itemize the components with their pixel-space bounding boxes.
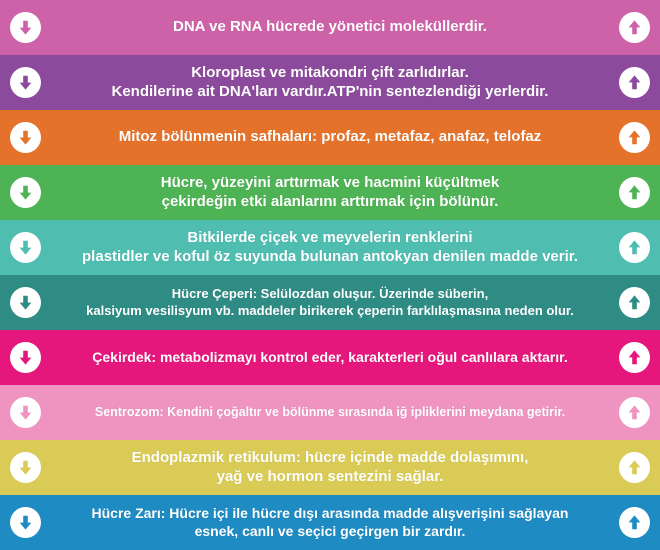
move-up-button[interactable] (619, 397, 650, 428)
info-row-hucre-ceperi (0, 275, 660, 330)
up-arrow-icon (625, 403, 644, 422)
move-down-button[interactable] (10, 287, 41, 318)
move-up-button[interactable] (619, 342, 650, 373)
row-text-line: Kloroplast ve mitakondri çift zarlıdırlar. (191, 63, 469, 81)
up-arrow-icon (625, 238, 644, 257)
info-row-mitoz-safhalari (0, 110, 660, 165)
row-text-line: kalsiyum vesilisyum vb. maddeler birikerek çeperin farklılaşmasına neden olur. (86, 302, 574, 318)
row-text (41, 286, 619, 319)
up-arrow-icon (625, 458, 644, 477)
down-arrow-icon (16, 458, 35, 477)
row-text-line: Mitoz bölünmenin safhaları: profaz, metafaz, anafaz, telofaz (118, 128, 542, 146)
up-arrow-icon (625, 73, 644, 92)
up-arrow-icon (625, 293, 644, 312)
up-arrow-icon (625, 513, 644, 532)
row-text (41, 174, 619, 212)
move-down-button[interactable] (10, 342, 41, 373)
row-text (41, 64, 619, 102)
row-text-line: yağ ve hormon sentezini sağlar. (216, 467, 444, 485)
row-text-line: Bitkilerde çiçek ve meyvelerin renklerini (187, 228, 473, 246)
row-text (41, 229, 619, 267)
move-up-button[interactable] (619, 177, 650, 208)
up-arrow-icon (625, 183, 644, 202)
move-up-button[interactable] (619, 232, 650, 263)
down-arrow-icon (16, 128, 35, 147)
move-down-button[interactable] (10, 507, 41, 538)
move-down-button[interactable] (10, 122, 41, 153)
info-row-plastidler-antokyan (0, 220, 660, 275)
info-row-hucre-zari (0, 495, 660, 550)
row-text (41, 128, 619, 147)
move-down-button[interactable] (10, 177, 41, 208)
move-down-button[interactable] (10, 452, 41, 483)
move-up-button[interactable] (619, 67, 650, 98)
move-down-button[interactable] (10, 12, 41, 43)
row-text-line: Endoplazmik retikulum: hücre içinde madde dolaşımını, (131, 448, 529, 466)
down-arrow-icon (16, 18, 35, 37)
row-text-line: Hücre Zarı: Hücre içi ile hücre dışı arasında madde alışverişini sağlayan (91, 504, 569, 521)
row-text-line: çekirdeğin etki alanlarını arttırmak için bölünür. (161, 192, 499, 210)
row-text-line: Kendilerine ait DNA'ları vardır.ATP'nin sentezlendiği yerlerdir. (111, 82, 549, 100)
row-text (41, 349, 619, 367)
up-arrow-icon (625, 128, 644, 147)
down-arrow-icon (16, 238, 35, 257)
move-down-button[interactable] (10, 232, 41, 263)
row-text-line: Çekirdek: metabolizmayı kontrol eder, karakterleri oğul canlılara aktarır. (92, 348, 568, 365)
row-text (41, 449, 619, 487)
move-up-button[interactable] (619, 452, 650, 483)
move-up-button[interactable] (619, 122, 650, 153)
down-arrow-icon (16, 348, 35, 367)
up-arrow-icon (625, 18, 644, 37)
move-up-button[interactable] (619, 507, 650, 538)
row-text-line: Hücre Çeperi: Selülozdan oluşur. Üzerinde süberin, (171, 286, 489, 302)
row-text-line: DNA ve RNA hücrede yönetici moleküllerdir. (173, 18, 487, 36)
info-row-cekirdek (0, 330, 660, 385)
up-arrow-icon (625, 348, 644, 367)
down-arrow-icon (16, 73, 35, 92)
info-row-dna-rna (0, 0, 660, 55)
down-arrow-icon (16, 183, 35, 202)
row-text-line: plastidler ve koful öz suyunda bulunan antokyan denilen madde verir. (82, 247, 578, 265)
info-row-hucre-bolunme (0, 165, 660, 220)
move-down-button[interactable] (10, 397, 41, 428)
row-text (41, 18, 619, 37)
move-down-button[interactable] (10, 67, 41, 98)
down-arrow-icon (16, 403, 35, 422)
row-text-line: esnek, canlı ve seçici geçirgen bir zardır. (194, 522, 466, 539)
info-row-sentrozom (0, 385, 660, 440)
row-text (41, 405, 619, 421)
info-row-endoplazmik-retikulum (0, 440, 660, 495)
row-text-line: Sentrozom: Kendini çoğaltır ve bölünme sırasında iğ ipliklerini meydana getirir. (94, 404, 566, 419)
down-arrow-icon (16, 293, 35, 312)
move-up-button[interactable] (619, 12, 650, 43)
info-row-kloroplast-mitokondri (0, 55, 660, 110)
move-up-button[interactable] (619, 287, 650, 318)
row-text (41, 505, 619, 540)
row-text-line: Hücre, yüzeyini arttırmak ve hacmini küçültmek (160, 173, 500, 191)
down-arrow-icon (16, 513, 35, 532)
